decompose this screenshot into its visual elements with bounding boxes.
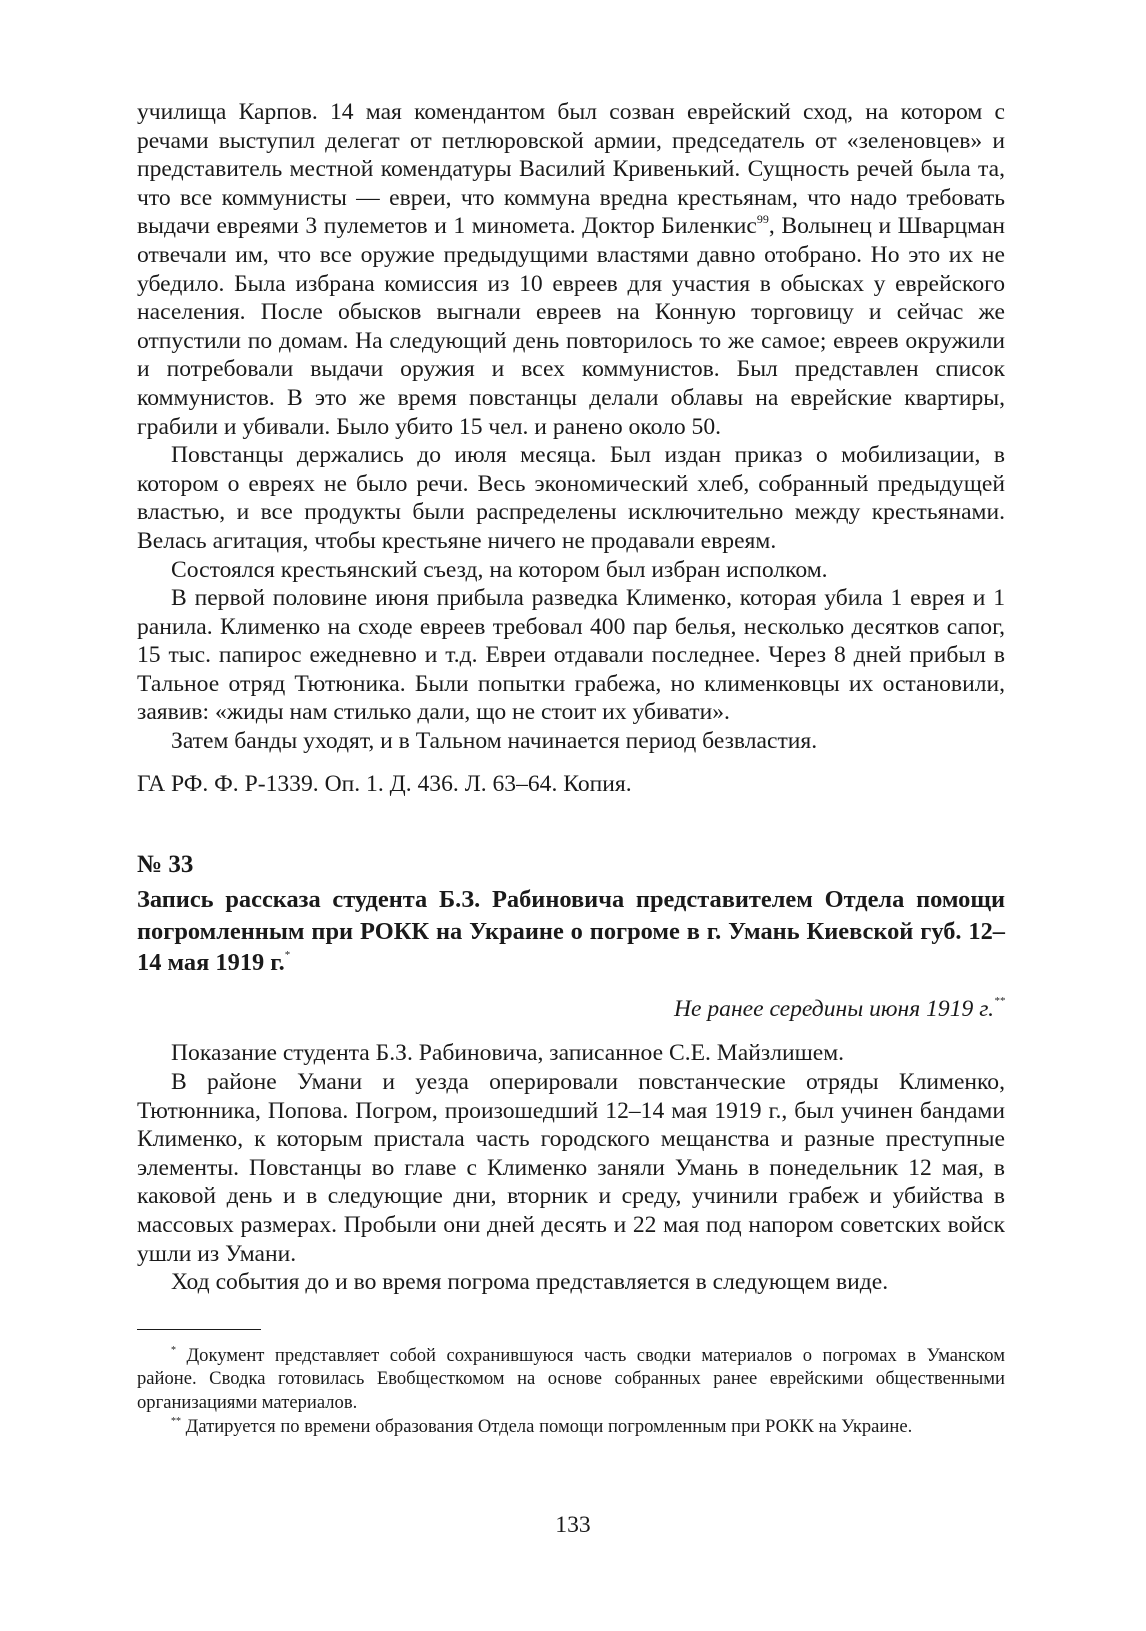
- footnote-mark: *: [171, 1344, 176, 1356]
- paragraph: В первой половине июня прибыла разведка Клименко, которая убила 1 еврея и 1 ранила. Клименко на сходе евреев требовал 400 пар белья, несколько десятков сапог, 15 тыс. папирос ежедневно и т.д. Евреи отдавали последнее. Через 8 дней прибыл в Тальное отряд Тютюника. Были попытки грабежа, но клименковцы их остановили, заявив: «жиды нам стилько дали, що не стоит их убивати».: [137, 585, 1005, 726]
- document-title: [137, 884, 1005, 979]
- footnotes: [137, 1344, 1005, 1439]
- book-page: [137, 98, 1005, 1439]
- footnote: [137, 1415, 1005, 1439]
- footnote-text: Документ представляет собой сохранившуюся часть сводки материалов о погромах в Уманском районе. Сводка готовилась Евобщесткомом на основе собранных ранее еврейскими общественными организациями материалов.: [137, 1344, 1005, 1414]
- paragraph: Состоялся крестьянский съезд, на котором был избран исполком.: [171, 556, 828, 583]
- footnote-mark: **: [994, 994, 1005, 1007]
- paragraph: Ход события до и во время погрома представляется в следующем виде.: [171, 1269, 889, 1296]
- footnote: [137, 1344, 1005, 1415]
- archive-source: ГА РФ. Ф. Р-1339. Оп. 1. Д. 436. Л. 63–64. Копия.: [137, 770, 632, 797]
- footnote-divider: [137, 1329, 261, 1330]
- paragraph: В районе Умани и уезда оперировали повстанческие отряды Клименко, Тютюнника, Попова. Погром, произошедший 12–14 мая 1919 г., был учинен бандами Клименко, к которым пристала часть городского мещанства и разные преступные элементы. Повстанцы во главе с Клименко заняли Умань в понедельник 12 мая, в каковой день и в следующие дни, вторник и среду, учинили грабеж и убийства в массовых размерах. Пробыли они дней десять и 22 мая под напором советских войск ушли из Умани.: [137, 1068, 1005, 1267]
- document-date: [137, 995, 1005, 1024]
- document-body: [137, 1039, 1005, 1296]
- footnote-text: Датируется по времени образования Отдела помощи погромленным при РОКК на Украине.: [185, 1415, 913, 1437]
- page-number: 133: [555, 1512, 591, 1538]
- paragraph-text: училища Карпов. 14 мая комендантом был созван еврейский сход, на котором с речами выступил делегат от петлюровской армии, председатель от «зеленовцев» и представитель местной комендатуры Василий Кривенький. Сущность речей была та, что все коммунисты — евреи, что коммуна вредна крестьянам, что надо требовать выдачи евреями 3 пулеметов и 1 миномета. Доктор Биленкис: [137, 99, 1005, 240]
- continued-text: [137, 98, 1005, 756]
- paragraph: Повстанцы держались до июля месяца. Был издан приказ о мобилизации, в котором о евреях не было речи. Весь экономический хлеб, собранный предыдущей властью, и все продукты были распределены исключительно между крестьянами. Велась агитация, чтобы крестьяне ничего не продавали евреям.: [137, 442, 1005, 554]
- paragraph: Затем банды уходят, и в Тальном начинается период безвластия.: [171, 728, 818, 755]
- paragraph: [137, 98, 1005, 441]
- footnote-mark: *: [284, 949, 291, 962]
- footnote-ref-99: 99: [756, 212, 769, 227]
- document-date-text: Не ранее середины июня 1919 г.: [673, 995, 994, 1022]
- paragraph-text: , Волынец и Шварцман отвечали им, что все оружие предыдущими властями давно отобрано. Но это их не убедило. Была избрана комиссия из 10 евреев для участия в обысках у еврейского населения. После обысков выгнали евреев на Конную торговицу и сейчас же отпустили по домам. На следующий день повторилось то же самое; евреев окружили и потребовали выдачи оружия и всех коммунистов. Был представлен список коммунистов. В это же время повстанцы делали облавы на еврейские квартиры, грабили и убивали. Было убито 15 чел. и ранено около 50.: [137, 213, 1005, 440]
- footnote-mark: **: [171, 1415, 181, 1427]
- document-title-text: Запись рассказа студента Б.З. Рабиновича представителем Отдела помощи погромленным при РОКК на Украине о погроме в г. Умань Киевской губ. 12–14 мая 1919 г.: [137, 886, 1005, 977]
- document-number: № 33: [137, 851, 194, 879]
- paragraph: Показание студента Б.З. Рабиновича, записанное С.Е. Майзлишем.: [171, 1040, 845, 1067]
